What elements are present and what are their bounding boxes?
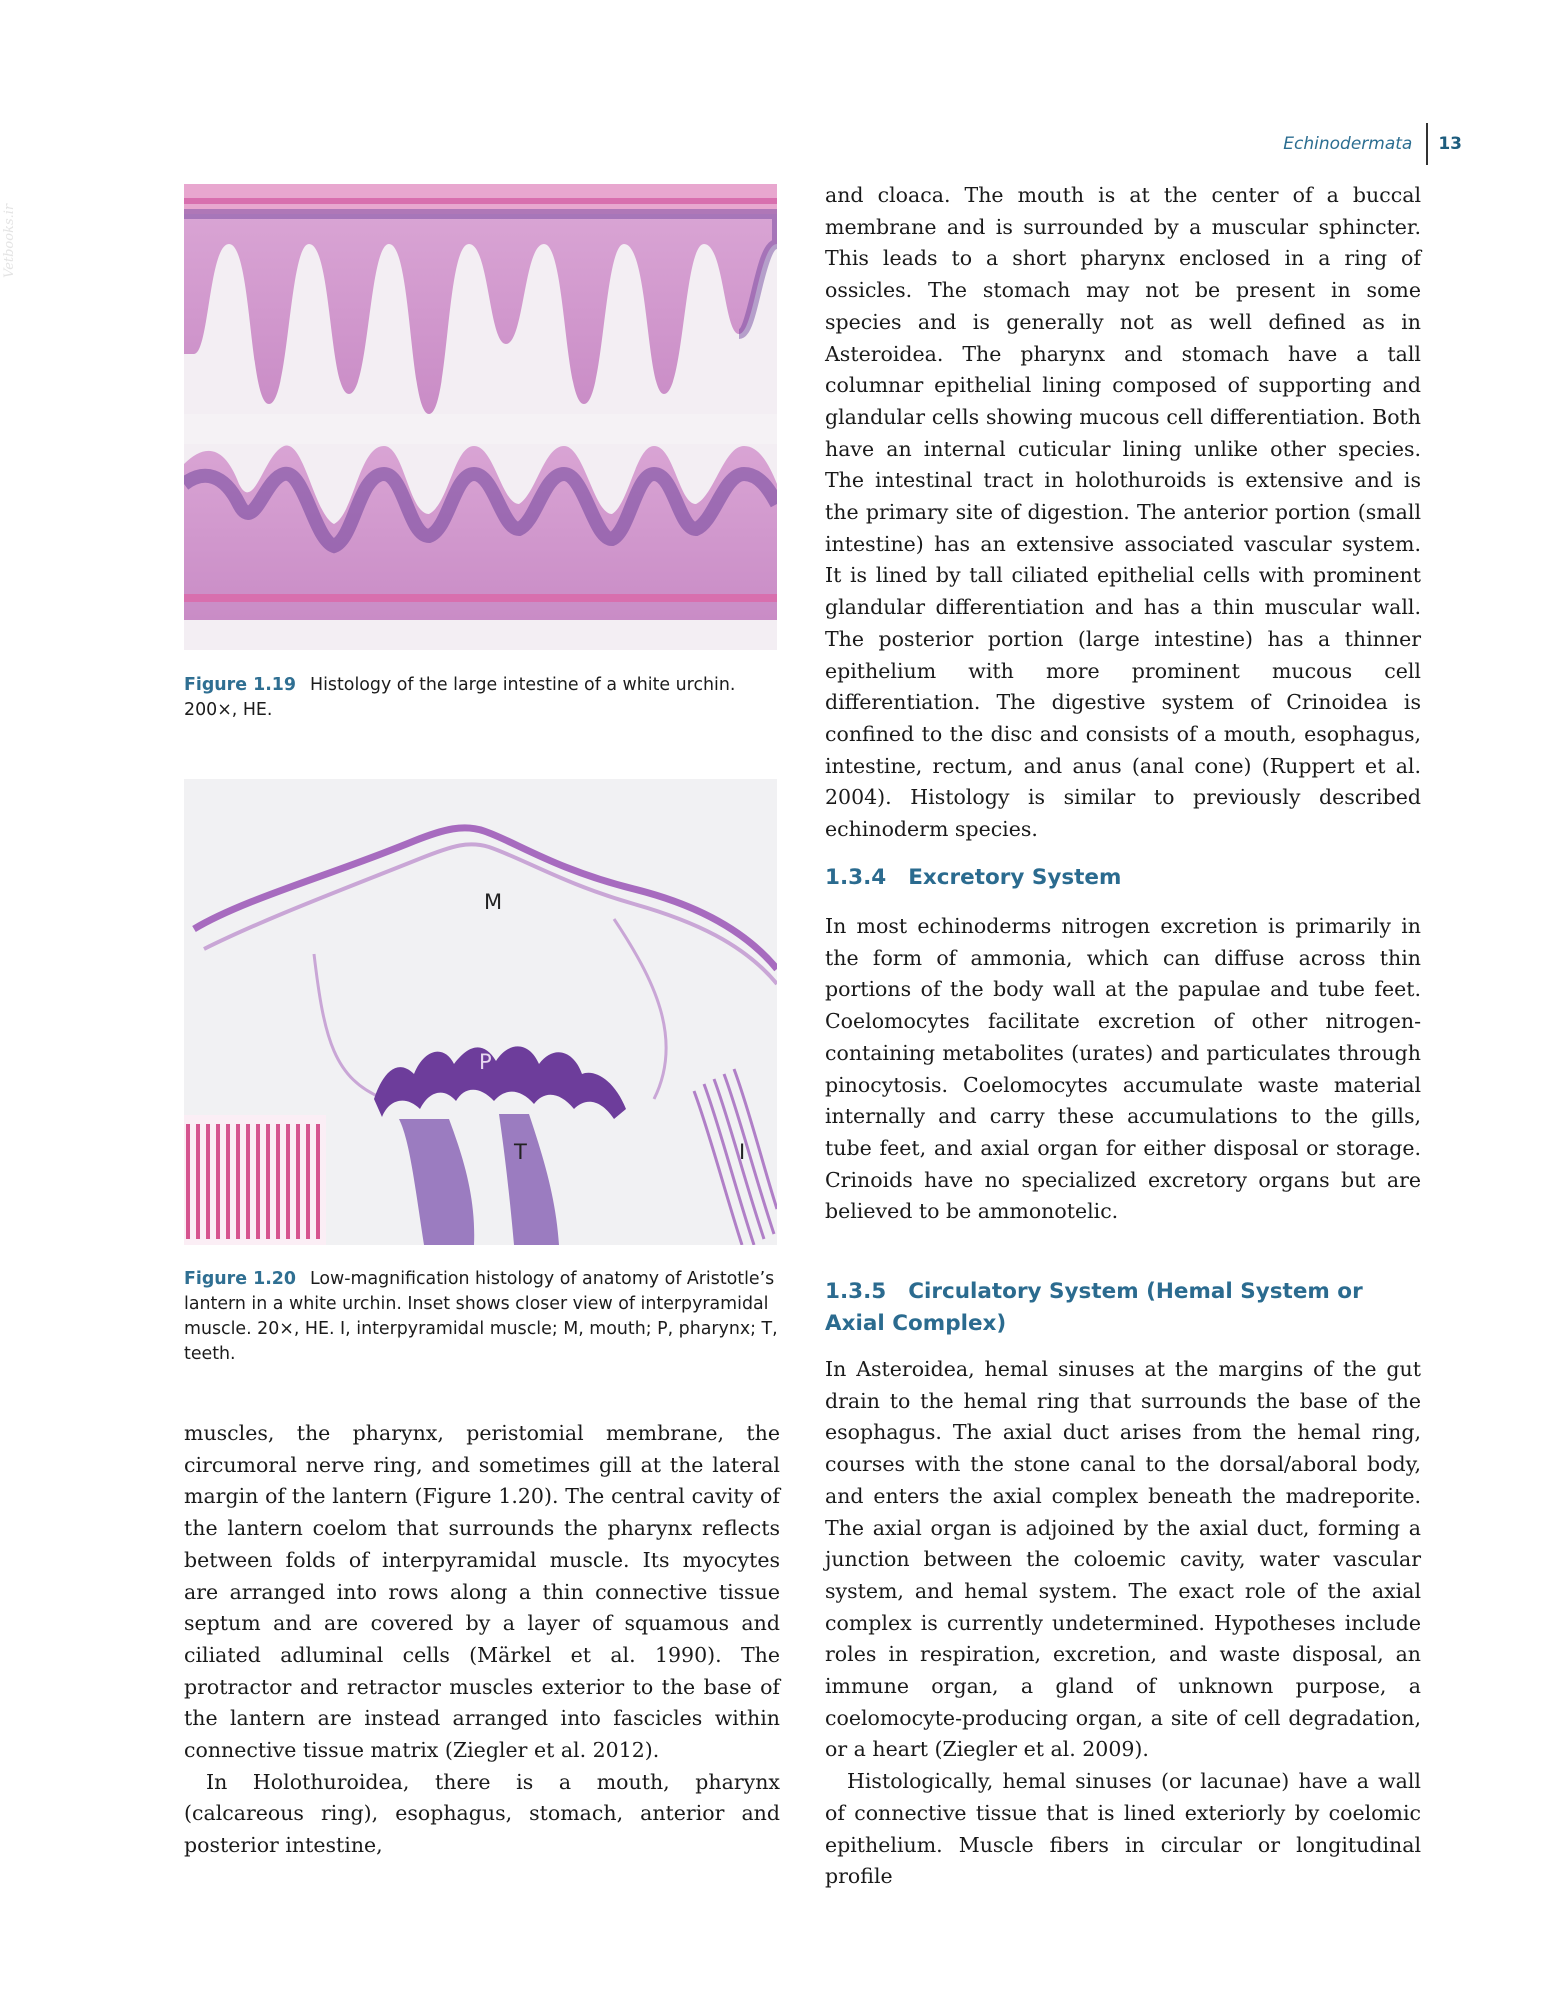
section-title: Excretory System (908, 865, 1122, 890)
body-paragraph: In Asteroidea, hemal sinuses at the margins of the gut drain to the hemal ring that surrounds the base of the esophagus. The axial duct arises from the hemal ring, courses with the stone canal to the dorsal/aboral body, and enters the axial complex beneath the madreporite. The axial organ is adjoined by the axial duct, forming a junction between the coloemic cavity, water vascular system, and hemal system. The exact role of the axial complex is currently undetermined. Hypotheses include roles in respiration, excretion, and waste disposal, an immune organ, a gland of unknown purpose, a coelomocyte-producing organ, a site of cell degradation, or a heart (Ziegler et al. 2009). (825, 1357, 1421, 1762)
body-paragraph: and cloaca. The mouth is at the center of a buccal membrane and is surrounded by a muscular sphincter. This leads to a short pharynx enclosed in a ring of ossicles. The stomach may not be present in some species and is generally not as well defined as in Asteroidea. The pharynx and stomach have a tall columnar epithelial lining composed of supporting and glandular cells showing mucous cell differentiation. Both have an internal cuticular lining unlike other species. The intestinal tract in holothuroids is extensive and is the primary site of digestion. The anterior portion (small intestine) has an extensive associated vascular system. It is lined by tall ciliated epithelial cells with prominent glandular differentiation and has a thin muscular wall. The posterior portion (large intestine) has a thinner epithelium with more prominent mucous cell differentiation. The digestive system of Crinoidea is confined to the disc and consists of a mouth, esophagus, intestine, rectum, and anus (anal cone) (Ruppert et al. 2004). Histology is similar to previously described echinoderm species. (825, 183, 1421, 842)
right-column-top (825, 180, 1421, 846)
section-heading-1-3-5 (825, 1276, 1425, 1340)
label-interpyramidal: I (739, 1140, 746, 1164)
body-paragraph: In most echinoderms nitrogen excretion is primarily in the form of ammonia, which can diffuse across thin portions of the body wall at the papulae and tube feet. Coelomocytes facilitate excretion of other nitrogen-containing metabolites (urates) and particulates through pinocytosis. Coelomocytes accumulate waste material internally and carry these accumulations to the gills, tube feet, and axial organ for either disposal or storage. Crinoids have no specialized excretory organs but are believed to be ammonotelic. (825, 914, 1421, 1224)
body-paragraph: Histologically, hemal sinuses (or lacunae) have a wall of connective tissue that is lined exteriorly by coelomic epithelium. Muscle fibers in circular or longitudinal profile (825, 1769, 1421, 1889)
body-paragraph: muscles, the pharynx, peristomial membrane, the circumoral nerve ring, and sometimes gill at the lateral margin of the lantern (Figure 1.20). The central cavity of the lantern coelom that surrounds the pharynx reflects between folds of interpyramidal muscle. Its myocytes are arranged into rows along a thin connective tissue septum and are covered by a layer of squamous and ciliated adluminal cells (Märkel et al. 1990). The protractor and retractor muscles exterior to the base of the lantern are instead arranged into fascicles within connective tissue matrix (Ziegler et al. 2012). (184, 1421, 780, 1763)
running-head-title: Echinodermata (1283, 134, 1413, 154)
figure-number: Figure 1.19 (184, 675, 297, 695)
figure-1-19-image (184, 184, 777, 650)
figure-1-20-caption (184, 1267, 784, 1367)
watermark: Vetbooks.ir (2, 203, 17, 278)
left-column-bottom (184, 1418, 780, 1862)
running-head (1283, 124, 1462, 164)
page-number: 13 (1438, 134, 1462, 154)
body-paragraph: In Holothuroidea, there is a mouth, pharynx (calcareous ring), esophagus, stomach, anterior and posterior intestine, (184, 1769, 780, 1858)
label-teeth: T (514, 1140, 527, 1164)
figure-1-20-image (184, 779, 777, 1245)
section-heading-1-3-4 (825, 862, 1425, 894)
caption-text: Histology of the large intestine of a white urchin. 200×, HE. (184, 675, 736, 720)
caption-text: Low-magnification histology of anatomy of Aristotle’s lantern in a white urchin. Inset shows closer view of interpyramidal muscle. 20×, HE. I, interpyramidal muscle; M, mouth; P, pharynx; T, teeth. (184, 1269, 778, 1364)
section-title-line2: Axial Complex) (825, 1311, 1007, 1336)
section-1-3-4-body (825, 911, 1421, 1228)
section-1-3-5-body (825, 1354, 1421, 1893)
section-number: 1.3.4 (825, 865, 887, 890)
figure-number: Figure 1.20 (184, 1269, 297, 1289)
figure-1-19-caption (184, 673, 784, 723)
section-title-line1: Circulatory System (Hemal System or (908, 1279, 1363, 1304)
label-pharynx: P (479, 1050, 492, 1074)
section-number: 1.3.5 (825, 1279, 887, 1304)
label-mouth: M (484, 890, 503, 914)
